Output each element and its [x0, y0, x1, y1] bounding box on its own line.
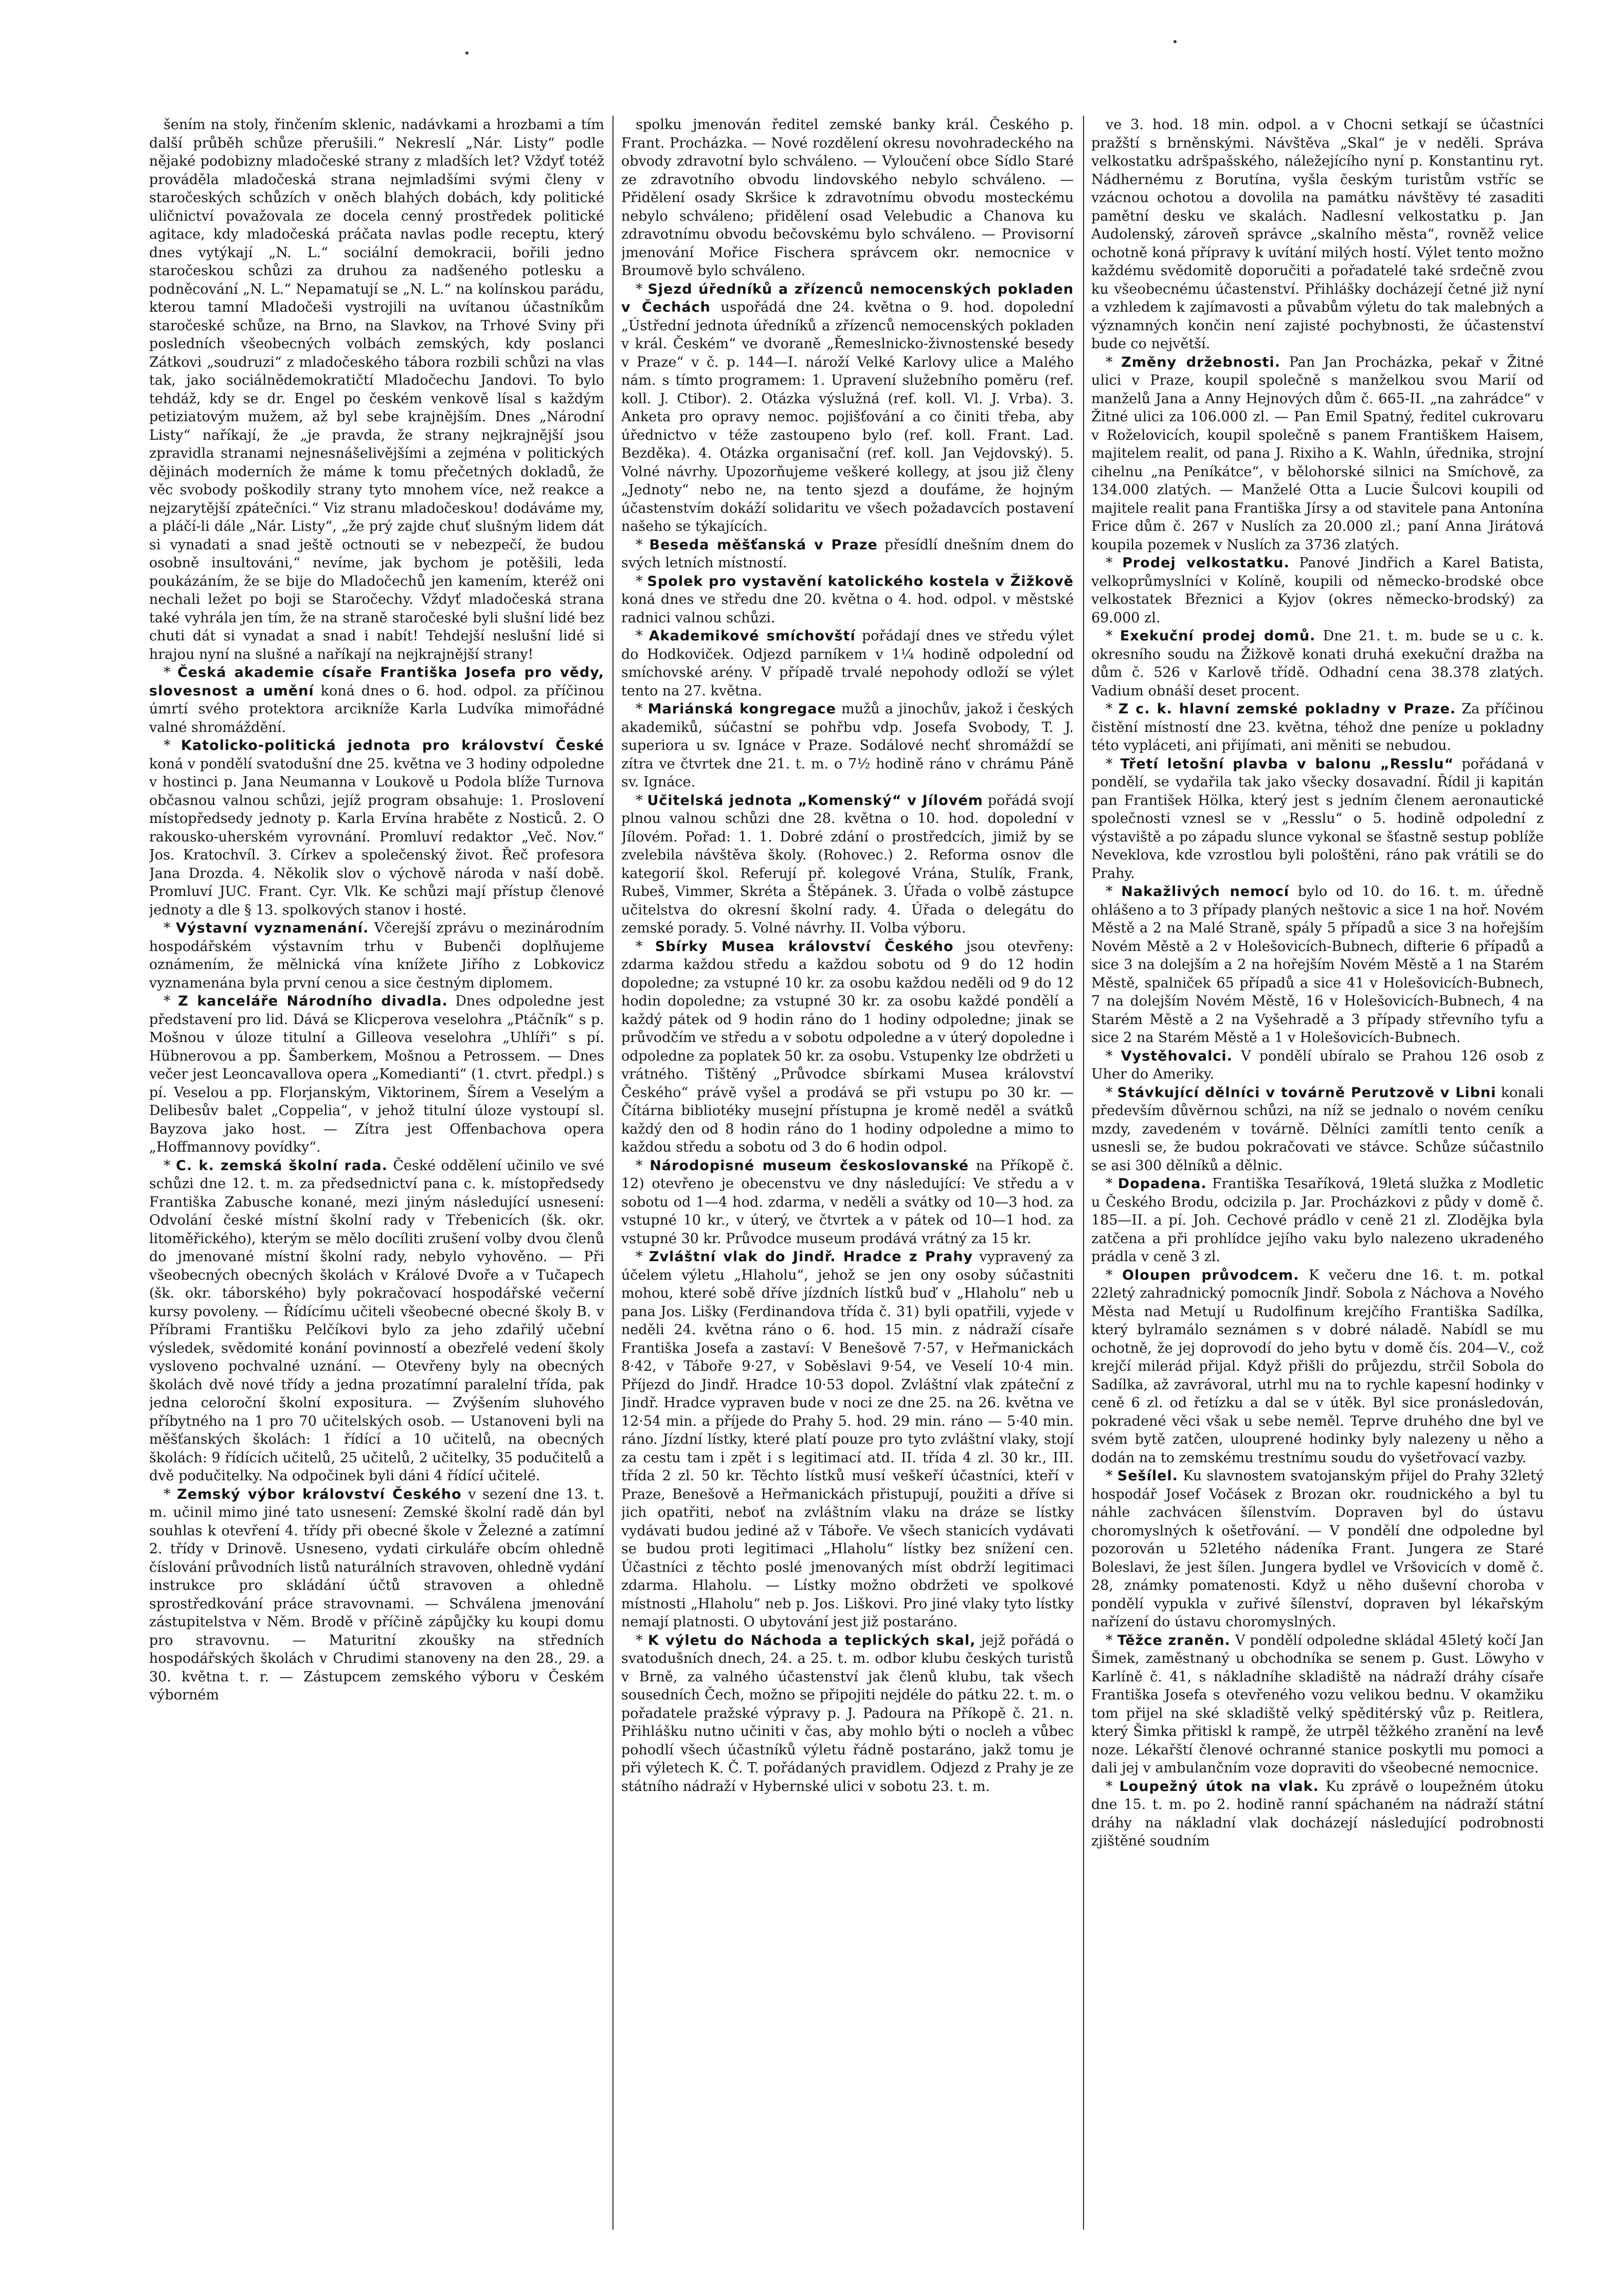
news-body: mužů a jinochův, jakož i českých akademiků, súčastní se pohřbu vdp. Josefa Svobody, T. J. superiora u sv. Ignáce v Praze. Sodálové nechť shromáždí se zítra ve čtvrtek dne 21. t. m. o 7½ hodině ráno v chrámu Páně sv. Ignáce. [621, 701, 1074, 790]
news-headline: Loupežný útok na vlak. [1119, 1778, 1319, 1795]
text-column-1 [149, 116, 604, 2230]
news-body: pořádají dnes ve středu výlet do Hodkoviček. Odjezd parníkem v 1¼ hodině odpolední od smíchovské arény. V případě trvalé nepohody odloží se výlet tento na 27. května. [621, 628, 1074, 699]
news-body: uspořádá dne 24. května o 9. hod. dopolední „Ústřední jednota úředníků a zřízenců nemocenských pokladen v král. Českém“ ve dvoraně „Řemeslnicko-živnostenské besedy v Praze“ v č. p. 144—I. nároží Velké Karlovy ulice a Malého nám. s tímto programem: 1. Upravení služebního poměru (ref. koll. J. Ctibor). 2. Otázka výslužná (ref. koll. Vl. J. Vrba). 3. Anketa pro opravy nemoc. pojišťování a co činiti třeba, aby úřednictvo v téže zastoupeno bylo (ref. koll. Frant. Lad. Bezděka). 4. Otázka organisační (ref. koll. Jan Vejdovský). 5. Volné návrhy. Upozorňujeme veškeré kollegy, at jsou již členy „Jednoty“ nebo ne, na tento sjezd a doufáme, že hojným účastenstvím dokáží solidaritu ve všech požadavcích postavení našeho se týkajících. [621, 299, 1074, 534]
news-item: * Výstavní vyznamenání. Včerejší zprávu o mezinárodním hospodářském výstavním trhu v Bubenči doplňujeme oznámením, že mělnická vína knížete Jiřího z Lobkovicz vyznamenána byla první cenou a sice čestným diplomem. [149, 920, 604, 991]
news-text [1091, 116, 1544, 353]
news-headline: Katolicko-politická jednota pro království České [181, 738, 604, 754]
news-item: * Mariánská kongregace mužů a jinochův, jakož i českých akademiků, súčastní se pohřbu vdp. Josefa Svobody, T. J. superiora u sv. Ignáce v Praze. Sodálové nechť shromáždí se zítra ve čtvrtek dne 21. t. m. o 7½ hodině ráno v chrámu Páně sv. Ignáce. [621, 701, 1074, 790]
news-item: * Exekuční prodej domů. Dne 21. t. m. bude se u c. k. okresního soudu na Žižkově konati druhá exekuční dražba na dům č. 526 v Karlově třídě. Odhadní cena 38.378 zlatých. Vadium obnáší deset procent. [1091, 628, 1544, 699]
news-item: * Sešílel. Ku slavnostem svatojanským přijel do Prahy 32letý hospodář Josef Vočásek z Brozan okr. roudnického a byl tu náhle zachvácen šílenstvím. Dopraven byl do ústavu choromyslných k ošetřování. — V pondělí dne odpoledne byl pozorován u 52letého nádeníka Frant. Jungera ze Staré Boleslavi, že jest šílen. Jungera bydlel ve Vršovicích v domě č. 28, známky pomatenosti. Když u něho duševní choroba v pondělí vypukla v zuřivé šílenství, dopraven byl lékařským nařízení do ústavu choromyslných. [1091, 1468, 1544, 1630]
news-headline: Česká akademie císaře Františka Josefa pro vědy, slovesnost a umění [149, 665, 604, 699]
news-headline: Sešílel. [1117, 1468, 1178, 1484]
news-headline: Mariánská kongregace [647, 701, 836, 717]
news-headline: Sbírky Musea království Českého [655, 938, 954, 955]
news-item: * Třetí letošní plavba v balonu „Resslu“ pořádaná v pondělí, se vydařila tak jako všecky dosavadní. Řídil ji kapitán pan František Hölka, který jest s jedním členem aeronautické společnosti vznesl se v „Resslu“ o 5. hodině odpolední z výstaviště a po západu slunce vykonal se šťastně sestup poblíže Neveklova, kde vzrostlou byli pološtěni, ráno pak vrátili se do Prahy. [1091, 756, 1544, 882]
news-item: * Akademikové smíchovští pořádají dnes ve středu výlet do Hodkoviček. Odjezd parníkem v 1¼ hodině odpolední od smíchovské arény. V případě trvalé nepohody odloží se výlet tento na 27. května. [621, 628, 1074, 699]
news-item: * Těžce zraněn. V pondělí odpoledne skládal 45letý kočí Jan Šimek, zaměstnaný u obchodníka se senem p. Gust. Löwyho v Karlíně č. 41, s nákladníhe skladiště na nádraží dráhy císaře Františka Josefa s otevřeného vozu velikou bednu. V okamžiku tom přijel na ské skladiště velký spěditérský vůz p. Reitlera, který Šimka přitiskl k rampě, že utrpěl těžkého zranění na levé noze. Lékařští členové ochranné stanice poskytli mu pomoci a dali jej v ambulančním voze dopraviti do všeobecné nemocnice. [1091, 1632, 1544, 1776]
news-item: * Z kanceláře Národního divadla. Dnes odpoledne jest představení pro lid. Dává se Klicperova veselohra „Ptáčník“ s p. Mošnou v úloze titulní a Gilleova veselohra „Uhlíři“ s pí. Hübnerovou a pp. Šamberkem, Mošnou a Petrossem. — Dnes večer jest Leoncavallova opera „Komedianti“ (1. ctvrt. předpl.) s pí. Veselou a pp. Florjanským, Viktorinem, Šírem a Veselým a Delibesův balet „Coppelia“, v jehož titulní úloze vystoupí sl. Bayzova jako host. — Zítra jest Offenbachova opera „Hoffmannovy povídky“. [149, 993, 604, 1155]
news-body: Panové Jindřich a Karel Batista, velkoprůmyslníci v Kolíně, koupili od německo-brodské obce velkostatek Březnici a Kyjov (okres německo-brodský) za 69.000 zl. [1091, 555, 1544, 626]
news-body: koná dnes ve středu dne 20. května o 4. hod. odpol. v městské radnici valnou schůzi. [621, 591, 1074, 626]
news-body: bylo od 10. do 16. t. m. úředně ohlášeno a to 3 případy planých neštovic a sice 1 na hoř. Novém Městě a 2 na Malé Straně, spály 5 případů a sice 3 na hořejším Novém Městě a 2 v Holešovicích-Bubnech, difterie 6 případů a sice 3 na dolejším a 2 na hořejším Novém Městě a 1 na Starém Městě, spalniček 65 případů a sice 41 v Holešovicích-Bubnech, 7 na dolejším Novém Městě, 16 v Holešovicích-Bubnech, 4 na Starém Městě a 2 na Vyšehradě a 3 případy střevního tyfu a sice 2 na Starém Městě a 1 v Holešovicích-Bubnech. [1091, 884, 1544, 1046]
news-body: V pondělí odpoledne skládal 45letý kočí Jan Šimek, zaměstnaný u obchodníka se senem p. Gust. Löwyho v Karlíně č. 41, s nákladníhe skladiště na nádraží dráhy císaře Františka Josefa s otevřeného vozu velikou bednu. V okamžiku tom přijel na ské skladiště velký spěditérský vůz p. Reitlera, který Šimka přitiskl k rampě, že utrpěl těžkého zranění na levé noze. Lékařští členové ochranné stanice poskytli mu pomoci a dali jej v ambulančním voze dopraviti do všeobecné nemocnice. [1091, 1632, 1544, 1776]
news-body: šením na stoly, řinčením sklenic, nadávkami a hrozbami a tím další průběh schůze přerušili.“ Nekreslí „Nár. Listy“ podle nějaké podobizny mladočeské strany z mladších let? Vždyť totéž prováděla mladočeská strana nejmladšími svými členy v staročeských schůzích v oněch blahých dobách, kdy politické uličnictví považovala ze docela cenný prostředek politické agitace, kdy mladočeská práčata navlas podle receptu, který dnes vytýkají „N. L.“ sociální demokracii, bořili jedno staročeskou schůzi za druhou za nadšeného potlesku a podněcování „N. L.“ Nepamatují se „N. L.“ na kolínskou parádu, kterou tamní Mladočeši vystrojili na uvítanou účastníkům staročeské schůze, na Brno, na Slavkov, na Trhové Sviny při posledních všeobecných volbách zemských, kdy poslanci Zátkovi „soudruzi“ z mladočeského tábora rozbili schůzi na vlas tak, jako sociálnědemokratičtí Mladočechu Jandovi. To bylo tehdáž, kdy se dr. Engel po českém venkově lísal s každým petiziatovým mužem, až byl sebe krajnějším. Dnes „Národní Listy“ naříkají, že „je pravda, že strany nejkrajnější jsou zpravidla stranami nejnesnášelivějšími a zejména v politických dějinách moderních že máme k tomu přečetných dokladů, že věc svobody poškodily strany tyto mnohem více, než reakce a nejzarytější zpátečníci.“ Viz stranu mladočeskou! dodáváme my, a pláčí-li dále „Nár. Listy“, „že prý zajde chuť slušným lidem dát si vynadati a snad ještě octnouti se v nebezpečí, že budou osobně insultováni,“ nevíme, jak bychom je potěšili, leda poukázáním, že se bije do Mladočechů jen kamením, kteréž oni nechali ležet po boji se Staročechy. Vždyť mladočeská strana také vyhrála jen tím, že na straně staročeské byli slušní lidé bez chuti dát si vynadat a snad i nabít! Tehdejší neslušní lidé si hrajou nyní na slušné a naříkají na nejkrajnější strany! [149, 117, 604, 662]
news-headline: Třetí letošní plavba v balonu „Resslu“ [1120, 756, 1454, 772]
news-item: * Dopadena. Františka Tesaříková, 19letá služka z Modletic u Českého Brodu, odcizila p. Jar. Procházkovi z půdy v domě č. 185—II. a pí. Joh. Cechové prádlo v ceně 21 zl. Zlodějka byla zatčena a při prohlídce jejího vaku bylo nalezeno ukradeného prádla v ceně 3 zl. [1091, 1176, 1544, 1265]
news-item: * Stávkující dělníci v továrně Perutzově v Libni konali především důvěrnou schůzi, na níž se jednalo o novém ceníku mzdy, zavedeném v továrně. Dělníci zamítli tento ceník a usnesli se, že budou pokračovati ve stávce. Schůze súčastnilo se asi 300 dělníků a dělnic. [1091, 1084, 1544, 1174]
news-body: Dne 21. t. m. bude se u c. k. okresního soudu na Žižkově konati druhá exekuční dražba na dům č. 526 v Karlově třídě. Odhadní cena 38.378 zlatých. Vadium obnáší deset procent. [1091, 628, 1544, 699]
news-item: * C. k. zemská školní rada. České oddělení učinilo ve své schůzi dne 12. t. m. za předsednictví pana c. k. místopředsedy Františka Zabusche konané, mezi jiným následující usnesení: Odvolání české místní školní rady v Třebenicích (šk. okr. litoměřického), kterým se mělo docíliti zrušení volby dvou členů do jmenované místní školní rady, nebylo vyhověno. — Při všeobecných obecných školách v Králové Dvoře a v Tučapech (šk. okr. táborského) byly pokračovací hospodářské večerní kursy povoleny. — Řídícímu učiteli všeobecné obecné školy B. v Příbrami Františku Pelčíkovi bylo za jeho zdařilý učební výsledek, svědomité konání povinností a obezřelé vedení školy vysloveno pochvalné uznání. — Otevřeny byly na obecných školách dvě nové třídy a jedna prozatímní paralelní třída, pak jedna celoroční školní expositura. — Zvýšením sluhového příbytného na 1 pro 70 učitelských osob. — Ustanoveni byli na měšťanských školách: 1 řídící a 10 učitelů, na obecných školách: 9 řídících učitelů, 25 učitelů, 2 učitelky, 35 podučitelů a dvě podučitelky. Na odpočinek byli dáni 4 řídící učitelé. [149, 1157, 604, 1484]
news-headline: Akademikové smíchovští [648, 628, 856, 644]
news-headline: Zvláštní vlak do Jindř. Hradce z Prahy [648, 1249, 973, 1265]
news-body: pořádá svojí plnou valnou schůzi dne 28. května o 10. hod. dopolední v Jílovém. Pořad: 1. 1. Dobré zdání o prostředcích, jimiž by se zvelebila návštěva školy. (Rohovec.) 2. Reforma osnov dle kategorií škol. Referují př. kolegové Vrána, Stulík, Frank, Rubeš, Vimmer, Skréta a Štěpánek. 3. Úřada o volbě zástupce učitelstva do okresní školní rady. 4. Úřada o delegátu do zemské porady. 5. Volné návrhy. II. Volba výboru. [621, 792, 1074, 936]
news-body: jejž pořádá o svatodušních dnech, 24. a 25. t. m. odbor klubu českých turistů v Brně, za valného účastenství jak členů klubu, tak všech sousedních Čech, možno se připojiti nejdéle do pátku 22. t. m. o pořadatele pražské výpravy p. J. Padoura na Příkopě č. 21. n. Přihlášku nutno učiniti v čas, aby mohlo býti o nocleh a vůbec pohodlí všech účastníků výletu řádně postaráno, jakž tomu je při výletech K. Č. T. pořádaných pravidlem. Odjezd z Prahy je ze státního nádraží v Hybernské ulici v sobotu 23. t. m. [621, 1632, 1074, 1795]
news-headline: K výletu do Náchoda a teplických skal, [647, 1632, 976, 1648]
news-item: * Nakažlivých nemocí bylo od 10. do 16. t. m. úředně ohlášeno a to 3 případy planých neštovic a sice 1 na hoř. Novém Městě a 2 na Malé Straně, spály 5 případů a sice 3 na hořejším Novém Městě a 2 v Holešovicích-Bubnech, difterie 6 případů a sice 3 na dolejším a 2 na hořejším Novém Městě a 1 na Starém Městě, spalniček 65 případů a sice 41 v Holešovicích-Bubnech, 7 na dolejším Novém Městě, 16 v Holešovicích-Bubnech, 4 na Starém Městě a 2 na Vyšehradě a 3 případy střevního tyfu a sice 2 na Starém Městě a 1 v Holešovicích-Bubnech. [1091, 884, 1544, 1046]
news-headline: Dopadena. [1117, 1176, 1207, 1192]
text-column-2 [621, 116, 1074, 2230]
news-item: * Z c. k. hlavní zemské pokladny v Praze. Za příčinou čistění místností dne 23. května, téhož dne peníze u pokladny této vypláceti, ani přijímati, ani měniti se nebudou. [1091, 701, 1544, 754]
news-item: * Loupežný útok na vlak. Ku zprávě o loupežném útoku dne 15. t. m. po 2. hodině ranní spáchaném na nádraží státní dráhy na nákladní vlak docházejí následující podrobnosti zjištěné soudním [1091, 1778, 1544, 1849]
column-rule [612, 116, 613, 2230]
news-item: * Sjezd úředníků a zřízenců nemocenských pokladen v Čechách uspořádá dne 24. května o 9. hod. dopolední „Ústřední jednota úředníků a zřízenců nemocenských pokladen v král. Českém“ ve dvoraně „Řemeslnicko-živnostenské besedy v Praze“ v č. p. 144—I. nároží Velké Karlovy ulice a Malého nám. s tímto programem: 1. Upravení služebního poměru (ref. koll. J. Ctibor). 2. Otázka výslužná (ref. koll. Vl. J. Vrba). 3. Anketa pro opravy nemoc. pojišťování a co činiti třeba, aby úřednictvo v téže zastoupeno bylo (ref. koll. Frant. Lad. Bezděka). 4. Otázka organisační (ref. koll. Jan Vejdovský). 5. Volné návrhy. Upozorňujeme veškeré kollegy, at jsou již členy „Jednoty“ nebo ne, na tento sjezd a doufáme, že hojným účastenstvím dokáží solidaritu ve všech požadavcích postavení našeho se týkajících. [621, 281, 1074, 534]
news-headline: Spolek pro vystavění katolického kostela v Žižkově [647, 573, 1074, 589]
news-item: * Česká akademie císaře Františka Josefa pro vědy, slovesnost a umění koná dnes o 6. hod. odpol. za příčinou úmrtí svého protektora arcikníže Karla Ludvíka mimořádné valné shromáždění. [149, 665, 604, 736]
news-body: Dnes odpoledne jest představení pro lid. Dává se Klicperova veselohra „Ptáčník“ s p. Mošnou v úloze titulní a Gilleova veselohra „Uhlíři“ s pí. Hübnerovou a pp. Šamberkem, Mošnou a Petrossem. — Dnes večer jest Leoncavallova opera „Komedianti“ (1. ctvrt. předpl.) s pí. Veselou a pp. Florjanským, Viktorinem, Šírem a Veselým a Delibesův balet „Coppelia“, v jehož titulní úloze vystoupí sl. Bayzova jako host. — Zítra jest Offenbachova opera „Hoffmannovy povídky“. [149, 993, 604, 1155]
news-headline: Změny držebnosti. [1121, 354, 1280, 370]
news-body: Ku zprávě o loupežném útoku dne 15. t. m. po 2. hodině ranní spáchaném na nádraží státní dráhy na nákladní vlak docházejí následující podrobnosti zjištěné soudním [1091, 1778, 1544, 1849]
news-item: * Sbírky Musea království Českého jsou otevřeny: zdarma každou středu a každou sobotu od 9 do 12 hodin dopoledne; za vstupné 10 kr. za osobu každou neděli od 9 do 12 hodin dopoledne; za vstupné 30 kr. za osobu každé pondělí a každý pátek od 9 hodin ráno do 1 hodiny odpoledne; jinak se průvodčím ve středu a v sobotu odpoledne a v úterý dopoledne i odpoledne za poplatek 50 kr. za osobu. Vstupenky lze obdržeti u vrátného. Tištěný „Průvodce sbírkami Musea království Českého“ právě vyšel a prodává se při vstupu po 30 kr. — Čítárna bibliotéky musejní přístupna je kromě neděl a svátků každý den od 8 hodin ráno do 1 hodiny odpoledne a mimo to každou středu a sobotu od 3 do 6 hodin odpol. [621, 938, 1074, 1155]
news-body: České oddělení učinilo ve své schůzi dne 12. t. m. za předsednictví pana c. k. místopředsedy Františka Zabusche konané, mezi jiným následující usnesení: Odvolání české místní školní rady v Třebenicích (šk. okr. litoměřického), kterým se mělo docíliti zrušení volby dvou členů do jmenované místní školní rady, nebylo vyhověno. — Při všeobecných obecných školách v Králové Dvoře a v Tučapech (šk. okr. táborského) byly pokračovací hospodářské večerní kursy povoleny. — Řídícímu učiteli všeobecné obecné školy B. v Příbrami Františku Pelčíkovi bylo za jeho zdařilý učební výsledek, svědomité konání povinností a obezřelé vedení školy vysloveno pochvalné uznání. — Otevřeny byly na obecných školách dvě nové třídy a jedna prozatímní paralelní třída, pak jedna celoroční školní expositura. — Zvýšením sluhového příbytného na 1 pro 70 učitelských osob. — Ustanoveni byli na měšťanských školách: 1 řídící a 10 učitelů, na obecných školách: 9 řídících učitelů, 25 učitelů, 2 učitelky, 35 podučitelů a dvě podučitelky. Na odpočinek byli dáni 4 řídící učitelé. [149, 1157, 604, 1484]
news-headline: Beseda měšťanská v Praze [649, 536, 878, 553]
news-headline: Prodej velkostatku. [1122, 555, 1290, 571]
news-item: * Beseda měšťanská v Praze přesídlí dnešním dnem do svých letních místností. [621, 536, 1074, 571]
news-headline: C. k. zemská školní rada. [176, 1157, 388, 1174]
news-headline: Národopisné museum českoslovanské [649, 1157, 969, 1174]
print-speck [1174, 40, 1177, 43]
news-body: přesídlí dnešním dnem do svých letních místností. [621, 536, 1074, 571]
news-item: * Změny držebnosti. Pan Jan Procházka, pekař v Žitné ulici v Praze, koupil společně s manželkou svou Marií od manželů Jana a Anny Hejnových dům č. 665-II. „na zahrádce“ v Žitné ulici za 106.000 zl. — Pan Emil Spatný, ředitel cukrovaru v Roželovicích, koupil společně s panem Františkem Haisem, majitelem realit, od pana J. Rixiho a K. Wahln, úřednika, strojní cihelnu „na Peníkátce“, v bělohorské silnici na Smíchově, za 134.000 zlatých. — Manželé Otta a Lucie Šulcovi koupili od majitele realit pana Františka Jírsy a od stavitele pana Antonína Frice dům č. 267 v Nuslích za 20.000 zl.; paní Anna Jirátová koupila pozemek v Nuslích za 3736 zlatých. [1091, 354, 1544, 553]
news-body: Včerejší zprávu o mezinárodním hospodářském výstavním trhu v Bubenči doplňujeme oznámením, že mělnická vína knížete Jiřího z Lobkovicz vyznamenána byla první cenou a sice čestným diplomem. [149, 920, 604, 991]
news-body: pořádaná v pondělí, se vydařila tak jako všecky dosavadní. Řídil ji kapitán pan František Hölka, který jest s jedním členem aeronautické společnosti vznesl se v „Resslu“ o 5. hodině odpolední z výstaviště a po západu slunce vykonal se šťastně sestup poblíže Neveklova, kde vzrostlou byli pološtěni, ráno pak vrátili se do Prahy. [1091, 756, 1544, 882]
news-body: ve 3. hod. 18 min. odpol. a v Chocni setkají se účastníci pražští s brněnskými. Návštěva „Skal“ je v neděli. Správa velkostatku adršpašského, náležejícího nyní p. Konstantinu ryt. Nádhernému z Borutína, vyšla českým turistům vstříc se vzácnou ochotou a dovolila na památku návštěvy té zasaditi pamětní desku ve skalách. Nadlesní velkostatku p. Jan Audolenský, zároveň správce „skalního města“, rovněž velice ochotně koná přípravy k uvítání milých hostí. Výlet tento možno každému svědomitě doporučiti a pořadatelé také srdečně zvou ku všeobecnému účastenství. Přihlášky docházejí četné již nyní a vzhledem k zajímavosti a půvabům výletu do tak malebných a významných končin není zajisté pochybnosti, že účastenství bude co největší. [1091, 117, 1544, 352]
news-headline: Učitelská jednota „Komenský“ v Jílovém [647, 792, 983, 809]
news-body: jsou otevřeny: zdarma každou středu a každou sobotu od 9 do 12 hodin dopoledne; za vstupné 10 kr. za osobu každou neděli od 9 do 12 hodin dopoledne; za vstupné 30 kr. za osobu každé pondělí a každý pátek od 9 hodin ráno do 1 hodiny odpoledne; jinak se průvodčím ve středu a v sobotu odpoledne a v úterý dopoledne i odpoledne za poplatek 50 kr. za osobu. Vstupenky lze obdržeti u vrátného. Tištěný „Průvodce sbírkami Musea království Českého“ právě vyšel a prodává se při vstupu po 30 kr. — Čítárna bibliotéky musejní přístupna je kromě neděl a svátků každý den od 8 hodin ráno do 1 hodiny odpoledne a mimo to každou středu a sobotu od 3 do 6 hodin odpol. [621, 938, 1074, 1155]
news-body: Za příčinou čistění místností dne 23. května, téhož dne peníze u pokladny této vypláceti, ani přijímati, ani měniti se nebudou. [1091, 701, 1544, 754]
news-body: spolku jmenován ředitel zemské banky král. Českého p. Frant. Procházka. — Nové rozdělení okresu novohradeckého na obvody zdravotní bylo schváleno. — Vyloučení obce Sídlo Staré ze zdravotního obvodu lindovského nebylo schváleno. — Přidělení osady Skršice k zdravotnímu obvodu mosteckému nebylo schváleno; přidělení osad Velebudic a Chanova ku zdravotnímu obvodu bečovskému bylo schváleno. — Provisorní jmenování Mořice Fischera správcem okr. nemocnice v Broumově bylo schváleno. [621, 117, 1074, 279]
news-item: * K výletu do Náchoda a teplických skal, jejž pořádá o svatodušních dnech, 24. a 25. t. m. odbor klubu českých turistů v Brně, za valného účastenství jak členů klubu, tak všech sousedních Čech, možno se připojiti nejdéle do pátku 22. t. m. o pořadatele pražské výpravy p. J. Padoura na Příkopě č. 21. n. Přihlášku nutno učiniti v čas, aby mohlo býti o nocleh a vůbec pohodlí všech účastníků výletu řádně postaráno, jakž tomu je při výletech K. Č. T. pořádaných pravidlem. Odjezd z Prahy je ze státního nádraží v Hybernské ulici v sobotu 23. t. m. [621, 1632, 1074, 1795]
news-headline: Z c. k. hlavní zemské pokladny v Praze. [1118, 701, 1456, 717]
news-text [621, 116, 1074, 280]
news-body: Pan Jan Procházka, pekař v Žitné ulici v Praze, koupil společně s manželkou svou Marií od manželů Jana a Anny Hejnových dům č. 665-II. „na zahrádce“ v Žitné ulici za 106.000 zl. — Pan Emil Spatný, ředitel cukrovaru v Roželovicích, koupil společně s panem Františkem Haisem, majitelem realit, od pana J. Rixiho a K. Wahln, úřednika, strojní cihelnu „na Peníkátce“, v bělohorské silnici na Smíchově, za 134.000 zlatých. — Manželé Otta a Lucie Šulcovi koupili od majitele realit pana Františka Jírsy a od stavitele pana Antonína Frice dům č. 267 v Nuslích za 20.000 zl.; paní Anna Jirátová koupila pozemek v Nuslích za 3736 zlatých. [1091, 354, 1544, 553]
news-headline: Zemský výbor království Českého [177, 1486, 462, 1502]
news-body: konali především důvěrnou schůzi, na níž se jednalo o novém ceníku mzdy, zavedeném v továrně. Dělníci zamítli tento ceník a usnesli se, že budou pokračovati ve stávce. Schůze súčastnilo se asi 300 dělníků a dělnic. [1091, 1084, 1544, 1174]
news-item: * Vystěhovalci. V pondělí ubíralo se Prahou 126 osob z Uher do Ameriky. [1091, 1048, 1544, 1082]
news-body: vypravený za účelem výletu „Hlaholu“, jehož se jen ony osoby súčastniti mohou, které sobě dříve jízdních lístků buď v „Hlaholu“ neb u pana Jos. Lišky (Ferdinandova třída č. 31) byli opatřili, vyjede v neděli 24. května ráno o 6. hod. 15 min. z nádraží císaře Františka Josefa a zastaví: V Benešově 7·57, v Heřmanickách 8·42, v Táboře 9·27, v Soběslavi 9·54, ve Veselí 10·4 min. Příjezd do Jindř. Hradce 10·53 dopol. Zvláštní vlak zpáteční z Jindř. Hradce vypraven bude v noci ze dne 25. na 26. května ve 12·54 min. a příjede do Prahy 5. hod. 29 min. ráno — 5·40 min. ráno. Jízdní lístky, které platí pouze pro tyto zvláštní vlaky, stojí za cestu tam i zpět i s legitimací atd. II. třída 4 zl. 30 kr., III. třída 2 zl. 50 kr. Těchto lístků musí veškeří účastníci, kteří v Praze, Benešově a Heřmanickách přistupují, použiti a dříve si jich opatřiti, neboť na zvláštním vlaku na dráze se lístky vydávati budou jediné až v Táboře. Ve všech stanicích vydávati se budou proti legitimaci „Hlaholu“ lístky bez snížení cen. Účastníci z těchto poslé jmenovaných míst obdrží legitimaci zdarma. Hlaholu. — Lístky možno obdržeti ve spolkové místnosti „Hlaholu“ neb p. Jos. Liškovi. Pro jiné vlaky tyto lístky nemají platnosti. O ubytování jest již postaráno. [621, 1249, 1074, 1630]
news-item: * Zemský výbor království Českého v sezení dne 13. t. m. učinil mimo jiné tato usnesení: Zemské školní radě dán byl souhlas k otevření 4. třídy při obecné škole v Železné a zatímní 2. třídy v Drinově. Usneseno, vydati cirkuláře obcím ohledně číslování průvodních listů naturálních stravoven, ohledně vydání instrukce pro skládání účtů stravoven a ohledně sprostředkování práce stravovnami. — Schválena jmenování zástupitelstva v Něm. Brodě v příčině zápůjčky ku koupi domu pro stravovnu. — Maturitní zkoušky na středních hospodářských školách v Chrudimi stanoveny na den 28., 29. a 30. května t. r. — Zástupcem zemského výboru v Českém výborném [149, 1486, 604, 1703]
news-body: V pondělí ubíralo se Prahou 126 osob z Uher do Ameriky. [1091, 1048, 1544, 1082]
news-headline: Z kanceláře Národního divadla. [178, 993, 448, 1009]
news-body: Ku slavnostem svatojanským přijel do Prahy 32letý hospodář Josef Vočásek z Brozan okr. roudnického a byl tu náhle zachvácen šílenstvím. Dopraven byl do ústavu choromyslných k ošetřování. — V pondělí dne odpoledne byl pozorován u 52letého nádeníka Frant. Jungera ze Staré Boleslavi, že jest šílen. Jungera bydlel ve Vršovicích v domě č. 28, známky pomatenosti. Když u něho duševní choroba v pondělí vypukla v zuřivé šílenství, dopraven byl lékařským nařízení do ústavu choromyslných. [1091, 1468, 1544, 1630]
news-body: v sezení dne 13. t. m. učinil mimo jiné tato usnesení: Zemské školní radě dán byl souhlas k otevření 4. třídy při obecné škole v Železné a zatímní 2. třídy v Drinově. Usneseno, vydati cirkuláře obcím ohledně číslování průvodních listů naturálních stravoven, ohledně vydání instrukce pro skládání účtů stravoven a ohledně sprostředkování práce stravovnami. — Schválena jmenování zástupitelstva v Něm. Brodě v příčině zápůjčky ku koupi domu pro stravovnu. — Maturitní zkoušky na středních hospodářských školách v Chrudimi stanoveny na den 28., 29. a 30. května t. r. — Zástupcem zemského výboru v Českém výborném [149, 1486, 604, 1703]
news-item: * Zvláštní vlak do Jindř. Hradce z Prahy vypravený za účelem výletu „Hlaholu“, jehož se jen ony osoby súčastniti mohou, které sobě dříve jízdních lístků buď v „Hlaholu“ neb u pana Jos. Lišky (Ferdinandova třída č. 31) byli opatřili, vyjede v neděli 24. května ráno o 6. hod. 15 min. z nádraží císaře Františka Josefa a zastaví: V Benešově 7·57, v Heřmanickách 8·42, v Táboře 9·27, v Soběslavi 9·54, ve Veselí 10·4 min. Příjezd do Jindř. Hradce 10·53 dopol. Zvláštní vlak zpáteční z Jindř. Hradce vypraven bude v noci ze dne 25. na 26. května ve 12·54 min. a příjede do Prahy 5. hod. 29 min. ráno — 5·40 min. ráno. Jízdní lístky, které platí pouze pro tyto zvláštní vlaky, stojí za cestu tam i zpět i s legitimací atd. II. třída 4 zl. 30 kr., III. třída 2 zl. 50 kr. Těchto lístků musí veškeří účastníci, kteří v Praze, Benešově a Heřmanickách přistupují, použiti a dříve si jich opatřiti, neboť na zvláštním vlaku na dráze se lístky vydávati budou jediné až v Táboře. Ve všech stanicích vydávati se budou proti legitimaci „Hlaholu“ lístky bez snížení cen. Účastníci z těchto poslé jmenovaných míst obdrží legitimaci zdarma. Hlaholu. — Lístky možno obdržeti ve spolkové místnosti „Hlaholu“ neb p. Jos. Liškovi. Pro jiné vlaky tyto lístky nemají platnosti. O ubytování jest již postaráno. [621, 1249, 1074, 1630]
news-text [149, 116, 604, 664]
news-headline: Sjezd úředníků a zřízenců nemocenských pokladen v Čechách [621, 281, 1074, 315]
print-speck [465, 51, 468, 55]
news-body: na Příkopě č. 12) otevřeno je obecenstvu ve dny následující: Ve středu a v sobotu od 1—4 hod. zdarma, v neděli a svátky od 10—3 hod. za vstupné 10 kr., v úterý, ve čtvrtek a v pátek od 10—1 hod. za vstupné 30 kr. Průvodce museum prodává vrátný za 15 kr. [621, 1157, 1074, 1247]
news-body: koná dnes o 6. hod. odpol. za příčinou úmrtí svého protektora arcikníže Karla Ludvíka mimořádné valné shromáždění. [149, 683, 604, 736]
news-item: * Prodej velkostatku. Panové Jindřich a Karel Batista, velkoprůmyslníci v Kolíně, koupili od německo-brodské obce velkostatek Březnici a Kyjov (okres německo-brodský) za 69.000 zl. [1091, 555, 1544, 626]
news-item: * Spolek pro vystavění katolického kostela v Žižkově koná dnes ve středu dne 20. května o 4. hod. odpol. v městské radnici valnou schůzi. [621, 573, 1074, 626]
news-item: * Učitelská jednota „Komenský“ v Jílovém pořádá svojí plnou valnou schůzi dne 28. května o 10. hod. dopolední v Jílovém. Pořad: 1. 1. Dobré zdání o prostředcích, jimiž by se zvelebila návštěva školy. (Rohovec.) 2. Reforma osnov dle kategorií škol. Referují př. kolegové Vrána, Stulík, Frank, Rubeš, Vimmer, Skréta a Štěpánek. 3. Úřada o volbě zástupce učitelstva do okresní školní rady. 4. Úřada o delegátu do zemské porady. 5. Volné návrhy. II. Volba výboru. [621, 792, 1074, 936]
news-headline: Nakažlivých nemocí [1121, 884, 1289, 900]
news-headline: Těžce zraněn. [1117, 1632, 1231, 1648]
news-item: * Národopisné museum českoslovanské na Příkopě č. 12) otevřeno je obecenstvu ve dny následující: Ve středu a v sobotu od 1—4 hod. zdarma, v neděli a svátky od 10—3 hod. za vstupné 10 kr., v úterý, ve čtvrtek a v pátek od 10—1 hod. za vstupné 30 kr. Průvodce museum prodává vrátný za 15 kr. [621, 1157, 1074, 1247]
news-item: * Katolicko-politická jednota pro království České koná v pondělí svatodušní dne 25. května ve 3 hodiny odpoledne v hostinci p. Jana Neumanna v Loukově u Podola blíže Turnova občasnou valnou schůzi, jejíž program obsahuje: 1. Proslovení místopředsedy jednoty p. Karla Ervína hraběte z Nosticů. 2. O rakousko-uherském vyrovnání. Promluví redaktor „Več. Nov.“ Jos. Kratochvíl. 3. Církev a společenský život. Řeč profesora Jana Drozda. 4. Několik slov o výchově národa v naší době. Promluví JUC. Frant. Cyr. Vlk. Ke schůzi mají přístup členové jednoty a dle § 13. spolkových stanov i hosté. [149, 738, 604, 918]
column-rule [1083, 116, 1084, 2230]
news-headline: Stávkující dělníci v továrně Perutzově v Libni [1117, 1084, 1496, 1101]
news-headline: Výstavní vyznamenání. [176, 920, 369, 936]
news-headline: Vystěhovalci. [1121, 1048, 1233, 1064]
news-headline: Exekuční prodej domů. [1120, 628, 1316, 644]
news-body: koná v pondělí svatodušní dne 25. května ve 3 hodiny odpoledne v hostinci p. Jana Neumanna v Loukově u Podola blíže Turnova občasnou valnou schůzi, jejíž program obsahuje: 1. Proslovení místopředsedy jednoty p. Karla Ervína hraběte z Nosticů. 2. O rakousko-uherském vyrovnání. Promluví redaktor „Več. Nov.“ Jos. Kratochvíl. 3. Církev a společenský život. Řeč profesora Jana Drozda. 4. Několik slov o výchově národa v naší době. Promluví JUC. Frant. Cyr. Vlk. Ke schůzi mají přístup členové jednoty a dle § 13. spolkových stanov i hosté. [149, 756, 604, 918]
news-headline: Oloupen průvodcem. [1122, 1267, 1300, 1283]
news-item: * Oloupen průvodcem. K večeru dne 16. t. m. potkal 22letý zahradnický pomocník Jindř. Sobola z Náchova a Nového Města nad Metují u Rudolfinum krejčího Františka Sadílka, který bylramálo seznámen s v dobré náladě. Nabídl se mu ochotně, že jej doprovodí do jeho bytu v domě čís. 204—V., což krejčí milerád přijal. Když přišli do průjezdu, strčil Sobola do Sadílka, až zavrávoral, utrhl mu na to rychle kapesní hodinky v ceně 6 zl. od řetízku a dal se v útěk. Byl sice pronásledován, pokradené věci však u sebe neměl. Teprve druhého dne byl ve svém bytě zatčen, ulouprené hodinky byly nalezeny u něho a dodán na to zemskému trestnímu soudu do vyšetřovací vazby. [1091, 1267, 1544, 1466]
news-body: Františka Tesaříková, 19letá služka z Modletic u Českého Brodu, odcizila p. Jar. Procházkovi z půdy v domě č. 185—II. a pí. Joh. Cechové prádlo v ceně 21 zl. Zlodějka byla zatčena a při prohlídce jejího vaku bylo nalezeno ukradeného prádla v ceně 3 zl. [1091, 1176, 1544, 1265]
news-body: K večeru dne 16. t. m. potkal 22letý zahradnický pomocník Jindř. Sobola z Náchova a Nového Města nad Metují u Rudolfinum krejčího Františka Sadílka, který bylramálo seznámen s v dobré náladě. Nabídl se mu ochotně, že jej doprovodí do jeho bytu v domě čís. 204—V., což krejčí milerád přijal. Když přišli do průjezdu, strčil Sobola do Sadílka, až zavrávoral, utrhl mu na to rychle kapesní hodinky v ceně 6 zl. od řetízku a dal se v útěk. Byl sice pronásledován, pokradené věci však u sebe neměl. Teprve druhého dne byl ve svém bytě zatčen, ulouprené hodinky byly nalezeny u něho a dodán na to zemskému trestnímu soudu do vyšetřovací vazby. [1091, 1267, 1544, 1466]
text-column-3 [1091, 116, 1544, 2230]
